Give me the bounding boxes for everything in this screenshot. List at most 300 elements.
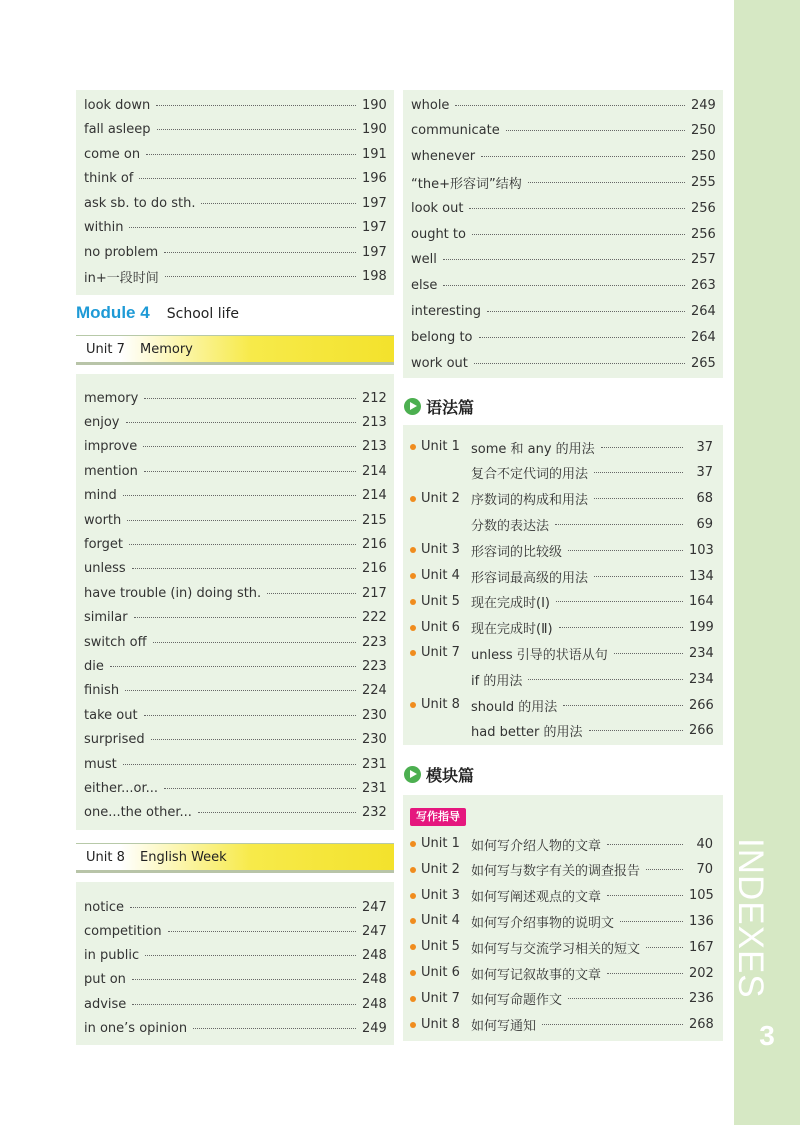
entry-unit: Unit 5 (421, 939, 460, 955)
bullet-icon (410, 841, 416, 847)
entry-topic: 如何写命题作文 (471, 993, 563, 1009)
entry-page: 212 (362, 390, 387, 406)
entry-page: 264 (691, 329, 716, 345)
entry-page: 197 (362, 195, 387, 211)
entry-page: 196 (362, 171, 387, 186)
dot-leader (589, 730, 683, 731)
index-entry (76, 654, 394, 678)
index-entry (76, 265, 394, 289)
entry-page: 248 (362, 996, 387, 1012)
index-entry (76, 191, 394, 215)
entry-page: 40 (696, 836, 713, 852)
entry-page: 191 (362, 146, 387, 162)
entry-unit: Unit 3 (421, 542, 460, 558)
index-entry (403, 351, 723, 375)
entry-page: 250 (691, 149, 716, 165)
dot-leader (164, 788, 356, 789)
entry-term: advise (84, 996, 127, 1012)
dot-leader (568, 550, 683, 551)
dot-leader (487, 311, 685, 312)
index-entry (76, 118, 394, 142)
index-entry (403, 196, 723, 220)
entry-page: 230 (362, 732, 387, 748)
entry-term: one...the other... (84, 805, 192, 821)
dot-leader (481, 156, 685, 157)
entry-page: 230 (362, 707, 387, 723)
entry-unit: Unit 3 (421, 887, 460, 903)
index-entry (403, 667, 723, 691)
index-entry (403, 858, 723, 882)
entry-term: ought to (411, 226, 466, 242)
entry-page: 268 (689, 1017, 714, 1033)
index-entry (76, 167, 394, 191)
index-entry (403, 935, 723, 959)
entry-term: look down (84, 97, 151, 113)
bullet-icon (410, 573, 416, 579)
index-entry (76, 992, 394, 1016)
index-entry (403, 832, 723, 856)
entry-page: 217 (362, 585, 387, 601)
dot-leader (568, 998, 683, 999)
entry-topic: 复合不定代词的用法 (471, 467, 589, 483)
dot-leader (110, 666, 356, 667)
entry-page: 167 (689, 939, 714, 955)
index-entry (76, 459, 394, 483)
entry-page: 247 (362, 923, 387, 939)
entry-topic: 如何写介绍人物的文章 (471, 838, 602, 854)
entry-term: notice (84, 899, 125, 915)
entry-topic: 现在完成时(Ⅰ) (471, 596, 550, 612)
dot-leader (594, 498, 683, 499)
entry-page: 202 (689, 965, 714, 981)
entry-unit: Unit 7 (421, 645, 460, 661)
entry-term: well (411, 252, 437, 268)
index-entry (403, 961, 723, 985)
entry-page: 215 (362, 512, 387, 528)
play-icon (404, 398, 421, 415)
dot-leader (132, 1004, 356, 1005)
dot-leader (125, 690, 356, 691)
dot-leader (146, 154, 356, 155)
entry-topic: 如何写介绍事物的说明文 (471, 915, 615, 931)
entry-topic: 如何写阐述观点的文章 (471, 890, 602, 906)
entry-term: communicate (411, 123, 500, 139)
entry-page: 265 (691, 355, 716, 371)
entry-unit: Unit 7 (421, 990, 460, 1006)
bullet-icon (410, 918, 416, 924)
entry-page: 197 (362, 244, 387, 260)
entry-topic: had better 的用法 (471, 725, 583, 741)
bullet-icon (410, 893, 416, 899)
index-entry (403, 170, 723, 194)
writing-guide-tag: 写作指导 (410, 808, 466, 826)
grammar-list (403, 425, 723, 745)
entry-page: 250 (691, 123, 716, 139)
dot-leader (134, 617, 356, 618)
entry-page: 70 (696, 862, 713, 878)
entry-term: no problem (84, 244, 159, 260)
index-entry (76, 944, 394, 968)
entry-unit: Unit 8 (421, 697, 460, 712)
entry-page: 224 (362, 683, 387, 699)
unit8-label: Unit 8 (86, 850, 125, 865)
index-entry (403, 909, 723, 933)
entry-page: 256 (691, 226, 716, 242)
left-top-list (76, 90, 394, 295)
entry-term: take out (84, 707, 138, 723)
entry-unit: Unit 2 (421, 861, 460, 877)
dot-leader (474, 363, 685, 364)
dot-leader (144, 398, 356, 399)
entry-unit: Unit 4 (421, 913, 460, 929)
entry-topic: some 和 any 的用法 (471, 441, 595, 457)
entry-term: enjoy (84, 414, 120, 430)
entry-unit: Unit 5 (421, 593, 460, 609)
index-entry (76, 532, 394, 556)
entry-term: switch off (84, 634, 147, 650)
index-entry (403, 274, 723, 298)
entry-term: come on (84, 146, 141, 162)
dot-leader (132, 568, 356, 569)
entry-page: 134 (689, 568, 714, 584)
dot-leader (198, 812, 356, 813)
entry-term: similar (84, 610, 128, 626)
unit8-header (76, 843, 394, 873)
dot-leader (620, 921, 683, 922)
dot-leader (201, 203, 356, 204)
entry-topic: if 的用法 (471, 673, 523, 689)
dot-leader (139, 178, 356, 179)
entry-term: worth (84, 512, 122, 528)
entry-term: in+一段时间 (84, 271, 159, 286)
bullet-icon (410, 867, 416, 873)
index-entry (403, 693, 723, 717)
entry-term: think of (84, 171, 134, 186)
entry-unit: Unit 2 (421, 490, 460, 506)
grammar-title: 语法篇 (426, 398, 475, 417)
dot-leader (153, 642, 356, 643)
entry-page: 247 (362, 899, 387, 915)
entry-topic: 如何写与数字有关的调查报告 (471, 864, 641, 880)
entry-term: improve (84, 439, 138, 455)
unit7-list (76, 374, 394, 830)
index-entry (403, 248, 723, 272)
entry-page: 214 (362, 463, 387, 479)
dot-leader (145, 955, 356, 956)
entry-page: 105 (689, 888, 714, 904)
dot-leader (559, 627, 683, 628)
dot-leader (130, 907, 356, 908)
entry-term: die (84, 658, 104, 674)
entry-page: 234 (689, 645, 714, 661)
entry-topic: 序数词的构成和用法 (471, 493, 589, 509)
index-entry (76, 93, 394, 117)
index-entry (76, 142, 394, 166)
dot-leader (607, 895, 683, 896)
module-number: Module 4 (76, 303, 150, 322)
entry-page: 249 (691, 97, 716, 113)
dot-leader (646, 869, 683, 870)
dot-leader (646, 947, 683, 948)
entry-page: 266 (689, 723, 714, 739)
dot-leader (528, 182, 685, 183)
right-top-list (403, 90, 723, 378)
index-entry (76, 557, 394, 581)
dot-leader (594, 472, 683, 473)
side-label: INDEXES (731, 838, 770, 999)
bullet-icon (410, 702, 416, 708)
index-entry (403, 222, 723, 246)
dot-leader (123, 495, 356, 496)
entry-unit: Unit 8 (421, 1016, 460, 1032)
entry-unit: Unit 4 (421, 568, 460, 583)
entry-page: 248 (362, 948, 387, 964)
entry-page: 68 (696, 491, 713, 507)
entry-unit: Unit 1 (421, 439, 460, 454)
entry-term: within (84, 220, 124, 235)
entry-term: look out (411, 200, 464, 216)
unit7-name: Memory (140, 342, 193, 357)
dot-leader (168, 931, 356, 932)
bullet-icon (410, 650, 416, 656)
modules-title: 模块篇 (426, 766, 475, 785)
bullet-icon (410, 970, 416, 976)
dot-leader (601, 447, 683, 448)
index-entry (76, 895, 394, 919)
index-entry (403, 299, 723, 323)
index-entry (76, 240, 394, 264)
dot-leader (126, 422, 357, 423)
index-entry (403, 1013, 723, 1037)
entry-topic: 分数的表达法 (471, 518, 550, 534)
index-entry (403, 461, 723, 485)
side-label-area (731, 838, 800, 1053)
unit7-header (76, 335, 394, 365)
entry-term: work out (411, 355, 468, 371)
entry-page: 190 (362, 97, 387, 113)
modules-list (403, 795, 723, 1041)
index-entry (403, 719, 723, 743)
dot-leader (455, 105, 685, 106)
entry-page: 198 (362, 269, 387, 284)
index-entry (76, 776, 394, 800)
entry-term: memory (84, 390, 139, 406)
entry-topic: 如何写记叙故事的文章 (471, 967, 602, 983)
dot-leader (156, 105, 356, 106)
entry-term: unless (84, 561, 126, 577)
index-entry (403, 641, 723, 665)
index-entry (76, 919, 394, 943)
index-entry (403, 325, 723, 349)
index-entry (76, 703, 394, 727)
entry-page: 103 (689, 542, 714, 558)
entry-term: ask sb. to do sth. (84, 195, 196, 211)
side-band (731, 0, 800, 1125)
dot-leader (469, 208, 685, 209)
entry-page: 216 (362, 536, 387, 552)
index-entry (76, 216, 394, 240)
entry-unit: Unit 6 (421, 965, 460, 980)
entry-page: 223 (362, 634, 387, 650)
dot-leader (132, 979, 356, 980)
entry-term: competition (84, 923, 162, 939)
entry-page: 234 (689, 671, 714, 687)
entry-page: 223 (362, 658, 387, 674)
entry-term: whenever (411, 149, 476, 165)
modules-heading (404, 763, 474, 786)
index-entry (403, 564, 723, 588)
dot-leader (143, 446, 356, 447)
entry-term: else (411, 278, 438, 294)
entry-page: 222 (362, 610, 387, 626)
index-entry (76, 410, 394, 434)
page-number: 3 (759, 1020, 775, 1051)
dot-leader (127, 520, 356, 521)
entry-topic: 形容词最高级的用法 (471, 570, 589, 586)
bullet-icon (410, 944, 416, 950)
dot-leader (443, 285, 685, 286)
play-icon (404, 766, 421, 783)
entry-page: 37 (696, 465, 713, 481)
dot-leader (267, 593, 356, 594)
index-entry (76, 679, 394, 703)
entry-topic: 如何写通知 (471, 1019, 537, 1035)
index-entry (76, 1017, 394, 1041)
entry-page: 264 (691, 303, 716, 319)
entry-term: either...or... (84, 780, 158, 796)
dot-leader (556, 601, 683, 602)
index-entry (76, 752, 394, 776)
index-entry (403, 487, 723, 511)
entry-term: mind (84, 488, 117, 504)
entry-term: finish (84, 683, 120, 699)
unit7-label: Unit 7 (86, 342, 125, 357)
index-entry (403, 590, 723, 614)
bullet-icon (410, 496, 416, 502)
index-entry (76, 508, 394, 532)
dot-leader (129, 544, 356, 545)
entry-page: 136 (689, 913, 714, 929)
bullet-icon (410, 547, 416, 553)
entry-term: in public (84, 948, 140, 964)
index-entry (76, 606, 394, 630)
index-entry (76, 435, 394, 459)
dot-leader (443, 259, 685, 260)
index-entry (403, 435, 723, 459)
entry-page: 256 (691, 200, 716, 216)
entry-page: 248 (362, 972, 387, 988)
dot-leader (614, 653, 683, 654)
entry-term: surprised (84, 732, 145, 748)
entry-term: in one’s opinion (84, 1021, 188, 1036)
dot-leader (594, 576, 683, 577)
entry-page: 190 (362, 122, 387, 137)
dot-leader (542, 1024, 683, 1025)
index-entry (403, 145, 723, 169)
index-entry (403, 538, 723, 562)
entry-term: whole (411, 97, 450, 113)
dot-leader (607, 973, 683, 974)
dot-leader (144, 715, 356, 716)
entry-unit: Unit 6 (421, 619, 460, 635)
entry-term: “the+形容词”结构 (411, 176, 522, 192)
bullet-icon (410, 1022, 416, 1028)
dot-leader (144, 471, 356, 472)
entry-page: 199 (689, 620, 714, 636)
entry-term: interesting (411, 303, 481, 319)
entry-page: 69 (696, 516, 713, 532)
entry-page: 213 (362, 414, 387, 430)
bullet-icon (410, 625, 416, 631)
entry-topic: should 的用法 (471, 699, 558, 715)
bullet-icon (410, 996, 416, 1002)
entry-page: 249 (362, 1021, 387, 1036)
entry-term: have trouble (in) doing sth. (84, 585, 262, 601)
dot-leader (164, 252, 356, 253)
entry-page: 214 (362, 488, 387, 504)
index-entry (76, 581, 394, 605)
index-entry (76, 728, 394, 752)
dot-leader (607, 844, 683, 845)
dot-leader (528, 679, 683, 680)
module-name: School life (166, 306, 240, 322)
dot-leader (479, 337, 686, 338)
entry-term: fall asleep (84, 122, 151, 137)
entry-page: 231 (362, 756, 387, 772)
index-entry (76, 386, 394, 410)
entry-page: 216 (362, 561, 387, 577)
entry-page: 263 (691, 278, 716, 294)
module-title (76, 303, 239, 323)
entry-term: put on (84, 972, 126, 988)
entry-page: 213 (362, 439, 387, 455)
entry-page: 197 (362, 220, 387, 235)
index-entry (76, 630, 394, 654)
dot-leader (129, 227, 356, 228)
index-entry (403, 987, 723, 1011)
entry-term: mention (84, 463, 138, 479)
index-entry (403, 93, 723, 117)
index-entry (76, 801, 394, 825)
grammar-heading (404, 395, 474, 418)
bullet-icon (410, 599, 416, 605)
entry-topic: unless 引导的状语从句 (471, 647, 608, 663)
dot-leader (151, 739, 356, 740)
entry-topic: 形容词的比较级 (471, 544, 563, 560)
entry-term: forget (84, 536, 123, 552)
entry-page: 231 (362, 780, 387, 796)
index-entry (403, 616, 723, 640)
index-entry (403, 884, 723, 908)
entry-page: 164 (689, 594, 714, 610)
entry-page: 266 (689, 697, 714, 713)
index-entry (76, 484, 394, 508)
entry-term: must (84, 756, 117, 772)
dot-leader (157, 129, 357, 130)
dot-leader (506, 130, 685, 131)
unit8-name: English Week (140, 850, 227, 865)
entry-term: belong to (411, 329, 473, 345)
index-entry (403, 512, 723, 536)
dot-leader (123, 764, 356, 765)
entry-page: 236 (689, 991, 714, 1007)
unit8-list (76, 882, 394, 1045)
dot-leader (193, 1028, 356, 1029)
index-entry (403, 119, 723, 143)
dot-leader (555, 524, 683, 525)
entry-topic: 现在完成时(Ⅱ) (471, 622, 553, 638)
entry-page: 37 (696, 439, 713, 455)
